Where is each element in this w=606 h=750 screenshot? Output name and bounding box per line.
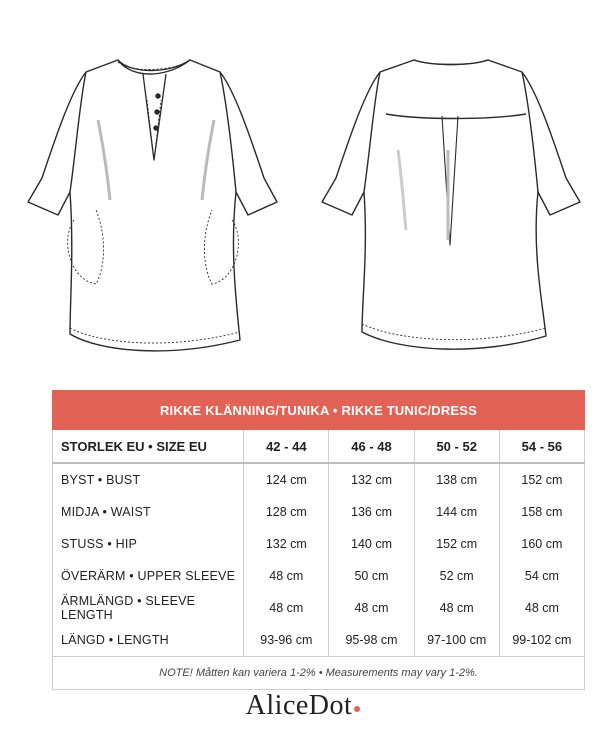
brand-logo <box>0 690 606 722</box>
measurement-value: 48 cm <box>244 592 329 624</box>
size-col-header: 54 - 56 <box>499 430 584 464</box>
table-row <box>53 592 585 624</box>
table-title: RIKKE KLÄNNING/TUNIKA • RIKKE TUNIC/DRESS <box>53 391 585 430</box>
measurement-value: 95-98 cm <box>329 624 414 657</box>
table-title-row <box>53 391 585 430</box>
measurement-label: ÄRMLÄNGD • SLEEVE LENGTH <box>53 592 244 624</box>
measurement-value: 132 cm <box>244 528 329 560</box>
measurement-value: 99-102 cm <box>499 624 584 657</box>
measurement-value: 48 cm <box>499 592 584 624</box>
measurement-label: BYST • BUST <box>53 463 244 496</box>
brand-name: AliceDot <box>245 690 353 721</box>
measurement-value: 128 cm <box>244 496 329 528</box>
size-col-header: 42 - 44 <box>244 430 329 464</box>
measurement-label: LÄNGD • LENGTH <box>53 624 244 657</box>
measurement-label: STUSS • HIP <box>53 528 244 560</box>
measurement-value: 93-96 cm <box>244 624 329 657</box>
measurement-value: 160 cm <box>499 528 584 560</box>
measurement-value: 124 cm <box>244 463 329 496</box>
measurement-value: 138 cm <box>414 463 499 496</box>
measurement-value: 144 cm <box>414 496 499 528</box>
measurement-value: 48 cm <box>244 560 329 592</box>
measurement-value: 54 cm <box>499 560 584 592</box>
measurement-label: ÖVERÄRM • UPPER SLEEVE <box>53 560 244 592</box>
measurement-label: MIDJA • WAIST <box>53 496 244 528</box>
measurement-value: 52 cm <box>414 560 499 592</box>
measurement-note: NOTE! Måtten kan variera 1-2% • Measurements may vary 1-2%. <box>53 657 585 690</box>
measurement-value: 152 cm <box>499 463 584 496</box>
measurement-value: 158 cm <box>499 496 584 528</box>
table-row <box>53 528 585 560</box>
table-row <box>53 624 585 657</box>
measurement-value: 132 cm <box>329 463 414 496</box>
tunic-back-sketch <box>322 60 580 349</box>
size-header-label: STORLEK EU • SIZE EU <box>53 430 244 464</box>
tunic-front-sketch <box>28 60 277 351</box>
measurement-value: 48 cm <box>329 592 414 624</box>
measurement-value: 48 cm <box>414 592 499 624</box>
brand-dot-icon <box>354 706 360 712</box>
size-chart-table <box>52 390 585 690</box>
measurement-value: 136 cm <box>329 496 414 528</box>
note-row <box>53 657 585 690</box>
measurement-value: 152 cm <box>414 528 499 560</box>
measurement-value: 97-100 cm <box>414 624 499 657</box>
size-col-header: 46 - 48 <box>329 430 414 464</box>
size-header-row <box>53 430 585 464</box>
table-row <box>53 560 585 592</box>
table-row <box>53 496 585 528</box>
table-row <box>53 463 585 496</box>
measurement-value: 50 cm <box>329 560 414 592</box>
size-col-header: 50 - 52 <box>414 430 499 464</box>
measurement-value: 140 cm <box>329 528 414 560</box>
